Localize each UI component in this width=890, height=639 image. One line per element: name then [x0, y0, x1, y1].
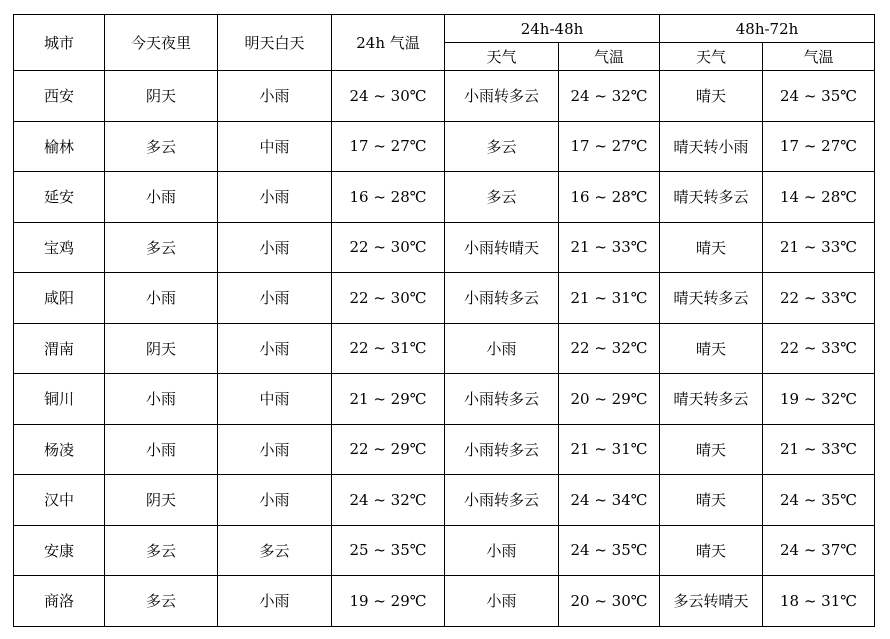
- cell-tomorrow-day: 小雨: [218, 71, 332, 122]
- header-group-48-72h: 48h-72h: [660, 15, 875, 43]
- cell-temp-48-72h: 21 ~ 33℃: [763, 424, 875, 475]
- cell-weather-24-48h: 小雨转多云: [445, 71, 559, 122]
- table-row: [14, 525, 875, 576]
- cell-temp-24h: 25 ~ 35℃: [332, 525, 445, 576]
- cell-tomorrow-day: 中雨: [218, 121, 332, 172]
- cell-city: 宝鸡: [14, 222, 105, 273]
- cell-weather-48-72h: 晴天: [660, 71, 763, 122]
- cell-temp-24h: 22 ~ 31℃: [332, 323, 445, 374]
- cell-weather-24-48h: 多云: [445, 121, 559, 172]
- table-row: [14, 273, 875, 324]
- table-row: [14, 121, 875, 172]
- cell-tomorrow-day: 中雨: [218, 374, 332, 425]
- header-temp-24-48h: 气温: [559, 43, 660, 71]
- cell-weather-48-72h: 晴天: [660, 222, 763, 273]
- table-row: [14, 576, 875, 627]
- cell-tonight: 小雨: [105, 424, 218, 475]
- cell-temp-24-48h: 24 ~ 35℃: [559, 525, 660, 576]
- cell-tomorrow-day: 小雨: [218, 323, 332, 374]
- header-temp-48-72h: 气温: [763, 43, 875, 71]
- cell-city: 杨凌: [14, 424, 105, 475]
- cell-temp-24-48h: 20 ~ 30℃: [559, 576, 660, 627]
- cell-city: 咸阳: [14, 273, 105, 324]
- cell-weather-48-72h: 多云转晴天: [660, 576, 763, 627]
- cell-temp-24-48h: 24 ~ 34℃: [559, 475, 660, 526]
- cell-tonight: 阴天: [105, 71, 218, 122]
- cell-temp-48-72h: 17 ~ 27℃: [763, 121, 875, 172]
- table-row: [14, 475, 875, 526]
- cell-city: 延安: [14, 172, 105, 223]
- cell-temp-24-48h: 21 ~ 31℃: [559, 273, 660, 324]
- cell-temp-24h: 22 ~ 29℃: [332, 424, 445, 475]
- cell-temp-24h: 21 ~ 29℃: [332, 374, 445, 425]
- cell-city: 西安: [14, 71, 105, 122]
- cell-temp-24-48h: 21 ~ 33℃: [559, 222, 660, 273]
- cell-weather-48-72h: 晴天: [660, 424, 763, 475]
- cell-weather-48-72h: 晴天: [660, 525, 763, 576]
- cell-weather-48-72h: 晴天转多云: [660, 374, 763, 425]
- cell-tomorrow-day: 小雨: [218, 222, 332, 273]
- cell-temp-24h: 22 ~ 30℃: [332, 222, 445, 273]
- cell-tonight: 小雨: [105, 172, 218, 223]
- cell-city: 榆林: [14, 121, 105, 172]
- cell-temp-48-72h: 22 ~ 33℃: [763, 273, 875, 324]
- cell-weather-48-72h: 晴天: [660, 323, 763, 374]
- cell-temp-48-72h: 21 ~ 33℃: [763, 222, 875, 273]
- cell-tomorrow-day: 多云: [218, 525, 332, 576]
- header-weather-48-72h: 天气: [660, 43, 763, 71]
- cell-temp-48-72h: 24 ~ 37℃: [763, 525, 875, 576]
- cell-tomorrow-day: 小雨: [218, 475, 332, 526]
- cell-tomorrow-day: 小雨: [218, 576, 332, 627]
- table-row: [14, 424, 875, 475]
- cell-temp-48-72h: 22 ~ 33℃: [763, 323, 875, 374]
- cell-temp-24-48h: 20 ~ 29℃: [559, 374, 660, 425]
- cell-weather-24-48h: 小雨: [445, 525, 559, 576]
- cell-weather-24-48h: 多云: [445, 172, 559, 223]
- cell-tonight: 小雨: [105, 374, 218, 425]
- cell-weather-24-48h: 小雨转多云: [445, 424, 559, 475]
- cell-temp-24-48h: 24 ~ 32℃: [559, 71, 660, 122]
- cell-city: 汉中: [14, 475, 105, 526]
- table-row: [14, 172, 875, 223]
- weather-forecast-table: [13, 14, 875, 627]
- cell-temp-24-48h: 22 ~ 32℃: [559, 323, 660, 374]
- header-city: 城市: [14, 15, 105, 71]
- cell-city: 安康: [14, 525, 105, 576]
- cell-temp-48-72h: 19 ~ 32℃: [763, 374, 875, 425]
- cell-temp-24h: 22 ~ 30℃: [332, 273, 445, 324]
- cell-tonight: 多云: [105, 222, 218, 273]
- table-body: [14, 71, 875, 627]
- cell-city: 渭南: [14, 323, 105, 374]
- cell-temp-24-48h: 17 ~ 27℃: [559, 121, 660, 172]
- cell-temp-48-72h: 24 ~ 35℃: [763, 475, 875, 526]
- cell-tonight: 多云: [105, 121, 218, 172]
- header-tonight: 今天夜里: [105, 15, 218, 71]
- cell-city: 商洛: [14, 576, 105, 627]
- cell-weather-24-48h: 小雨转多云: [445, 273, 559, 324]
- table-row: [14, 222, 875, 273]
- cell-tonight: 阴天: [105, 475, 218, 526]
- cell-weather-48-72h: 晴天: [660, 475, 763, 526]
- cell-weather-48-72h: 晴天转小雨: [660, 121, 763, 172]
- cell-weather-24-48h: 小雨转晴天: [445, 222, 559, 273]
- header-temp-24h: 24h 气温: [332, 15, 445, 71]
- cell-temp-24h: 24 ~ 32℃: [332, 475, 445, 526]
- cell-temp-24-48h: 16 ~ 28℃: [559, 172, 660, 223]
- cell-weather-24-48h: 小雨: [445, 323, 559, 374]
- table-row: [14, 374, 875, 425]
- cell-tomorrow-day: 小雨: [218, 424, 332, 475]
- cell-temp-24-48h: 21 ~ 31℃: [559, 424, 660, 475]
- cell-tomorrow-day: 小雨: [218, 273, 332, 324]
- cell-temp-24h: 19 ~ 29℃: [332, 576, 445, 627]
- table-header: [14, 15, 875, 71]
- cell-weather-24-48h: 小雨转多云: [445, 374, 559, 425]
- cell-tonight: 多云: [105, 525, 218, 576]
- cell-temp-48-72h: 18 ~ 31℃: [763, 576, 875, 627]
- header-tomorrow-day: 明天白天: [218, 15, 332, 71]
- header-group-24-48h: 24h-48h: [445, 15, 660, 43]
- cell-weather-24-48h: 小雨: [445, 576, 559, 627]
- cell-city: 铜川: [14, 374, 105, 425]
- cell-weather-48-72h: 晴天转多云: [660, 172, 763, 223]
- cell-temp-24h: 16 ~ 28℃: [332, 172, 445, 223]
- cell-temp-48-72h: 24 ~ 35℃: [763, 71, 875, 122]
- cell-temp-24h: 24 ~ 30℃: [332, 71, 445, 122]
- cell-weather-24-48h: 小雨转多云: [445, 475, 559, 526]
- cell-tonight: 小雨: [105, 273, 218, 324]
- cell-tomorrow-day: 小雨: [218, 172, 332, 223]
- header-weather-24-48h: 天气: [445, 43, 559, 71]
- cell-temp-24h: 17 ~ 27℃: [332, 121, 445, 172]
- table-row: [14, 71, 875, 122]
- cell-weather-48-72h: 晴天转多云: [660, 273, 763, 324]
- cell-tonight: 多云: [105, 576, 218, 627]
- table-row: [14, 323, 875, 374]
- cell-tonight: 阴天: [105, 323, 218, 374]
- cell-temp-48-72h: 14 ~ 28℃: [763, 172, 875, 223]
